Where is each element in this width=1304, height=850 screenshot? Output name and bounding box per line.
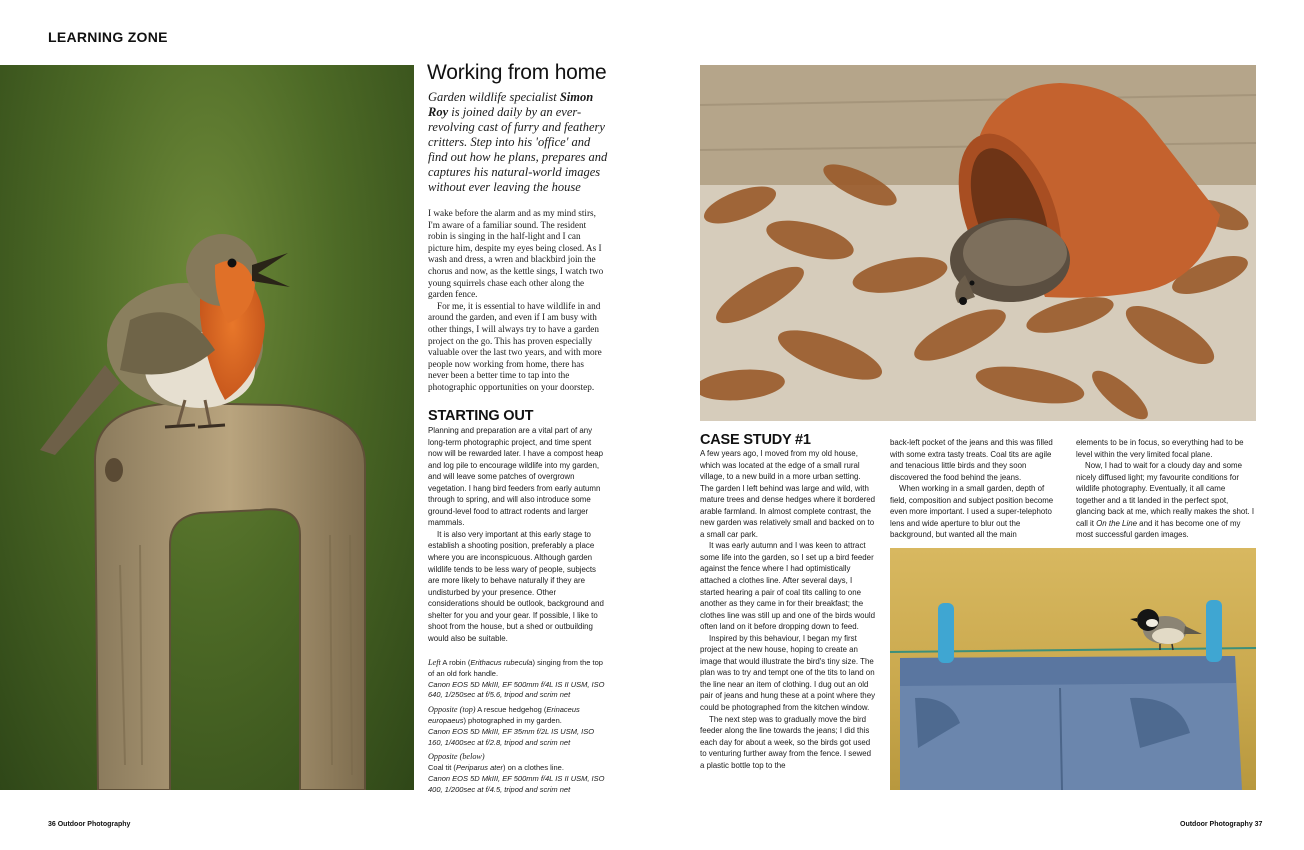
body-paragraph: It was early autumn and I was keen to attract some life into the garden, so I set up a bird feeder against the fence where I had optimistically attached a clothes line. After several days, I started hearing a pair of coal tits calling to one another as they came in for their breakfast; the clothes line was still up and one of the birds would often land on it before dropping down to feed. <box>700 541 876 632</box>
robin-illustration <box>0 65 414 790</box>
case-study-heading: CASE STUDY #1 <box>700 432 811 448</box>
case-study-col3 <box>1076 437 1256 541</box>
robin-photo <box>0 65 414 790</box>
section-label: LEARNING ZONE <box>48 29 168 45</box>
author-name: Simon Roy <box>428 90 594 119</box>
headline: Working from home <box>427 61 607 84</box>
peg <box>1206 600 1222 662</box>
caption: Opposite (top) A rescue hedgehog (Erinaceus europaeus) photographed in my garden. Canon EOS 5D MkIII, EF 35mm f/2L IS USM, ISO 160, 1/400sec at f/2.8, tripod and scrim net <box>428 705 595 747</box>
hedgehog-photo <box>700 65 1256 421</box>
intro-text <box>428 208 606 394</box>
starting-out-text <box>428 425 607 644</box>
body-paragraph: When working in a small garden, depth of field, composition and subject position become even more important. I used a super-telephoto lens and wide aperture to blur out the background, but wanted all the main <box>890 484 1054 540</box>
image-title: On the Line <box>1096 518 1137 528</box>
coal-tit-photo <box>890 548 1256 790</box>
robin-beak <box>252 253 290 287</box>
hedgehog-illustration <box>700 65 1256 421</box>
intro-paragraph: I wake before the alarm and as my mind stirs, I'm aware of a familiar sound. The resident robin is singing in the half-light and I can picture him, despite my eyes being closed. As I wash and dress, a wren and blackbird join the chorus and now, as the kettle sings, I watch two young squirrels chase each other along the garden fence. <box>428 208 604 300</box>
body-paragraph: elements to be in focus, so everything had to be level within the very limited focal plane. <box>1076 438 1244 459</box>
body-paragraph: Now, I had to wait for a cloudy day and some nicely diffused light; my favourite conditions for wildlife photography. Eventually, it all came together and a tit landed in the perfect spot, glancing back at me, which really makes the shot. I call it On the Line and it has become one of my most successful garden images. <box>1076 461 1255 540</box>
body-paragraph: back-left pocket of the jeans and this was filled with some extra tasty treats. Coal tits are agile and tenacious little birds and they soon discovered the food behind the jeans. <box>890 438 1053 482</box>
peg <box>938 603 954 663</box>
body-paragraph: It is also very important at this early stage to establish a shooting position, preferably a place where you are inconspicuous. Although garden wildlife tends to be less wary of people, subjects are more likely to behave naturally if they are undisturbed by your presence. Other considerations should be outlook, background and shelter for you and your gear. If possible, I like to shoot from the house, but a shed or outbuilding would also be suitable. <box>428 529 604 643</box>
body-paragraph: Inspired by this behaviour, I began my first project at the new house, hoping to create an image that would illustrate the bird's tiny size. The plan was to try and tempt one of the tits to land on the line near an item of clothing. I dug out an old pair of jeans and hung these at a point where they could be photographed from the kitchen window. <box>700 633 876 713</box>
caption: Left A robin (Erithacus rubecula) singing from the top of an old fork handle. Canon EOS 5D MkIII, EF 500mm f/4L IS II USM, ISO 640, 1/250sec at f/5.6, tripod and scrim net <box>428 658 605 700</box>
folio-right: Outdoor Photography 37 <box>1180 821 1263 828</box>
body-paragraph: The next step was to gradually move the bird feeder along the line towards the jeans; I did this each day for about a week, so the birds got used to venturing further away from the fence. I sewed a plastic bottle top to the <box>700 714 872 770</box>
coal-tit-illustration <box>890 548 1256 790</box>
standfirst: Garden wildlife specialist Simon Roy is joined daily by an ever-revolving cast of furry and feathery critters. Step into his 'office' and find out how he plans, prepares and captures his natural-world images without ever leaving the house <box>428 90 608 194</box>
starting-out-heading: STARTING OUT <box>428 408 534 424</box>
folio-left: 36 Outdoor Photography <box>48 821 131 828</box>
case-study-col2 <box>890 437 1062 541</box>
captions <box>428 658 608 800</box>
body-paragraph: A few years ago, I moved from my old house, which was located at the edge of a small rural village, to a new build in a more urban setting. The garden I left behind was large and wild, with mature trees and dense hedges where it bordered arable farmland. In almost complete contrast, the new garden was relatively small and backed on to a small car park. <box>700 449 876 539</box>
intro-paragraph: For me, it is essential to have wildlife in and around the garden, and even if I am busy with other things, I will always try to have a garden project on the go. This has proven especially valuable over the last two years, and with more people now working from home, there has never been a better time to tap into the photographic opportunities on your doorstep. <box>428 300 602 392</box>
caption: Opposite (below) Coal tit (Periparus ater) on a clothes line. Canon EOS 5D MkIII, EF 500mm f/4L IS II USM, ISO 400, 1/200sec at f/4.5, tripod and scrim net <box>428 752 605 794</box>
body-paragraph: Planning and preparation are a vital part of any long-term photographic project, and time spent now will be rewarded later. I have a compost heap and log pile to encourage wildlife into my garden, and will leave some patches of overgrown vegetation. I hang bird feeders from early autumn through to spring, and will also introduce some ground-level food to attract rodents and larger mammals. <box>428 426 604 528</box>
coal-tit <box>1130 609 1202 650</box>
fork-handle <box>95 403 365 790</box>
case-study-col1 <box>700 448 876 771</box>
